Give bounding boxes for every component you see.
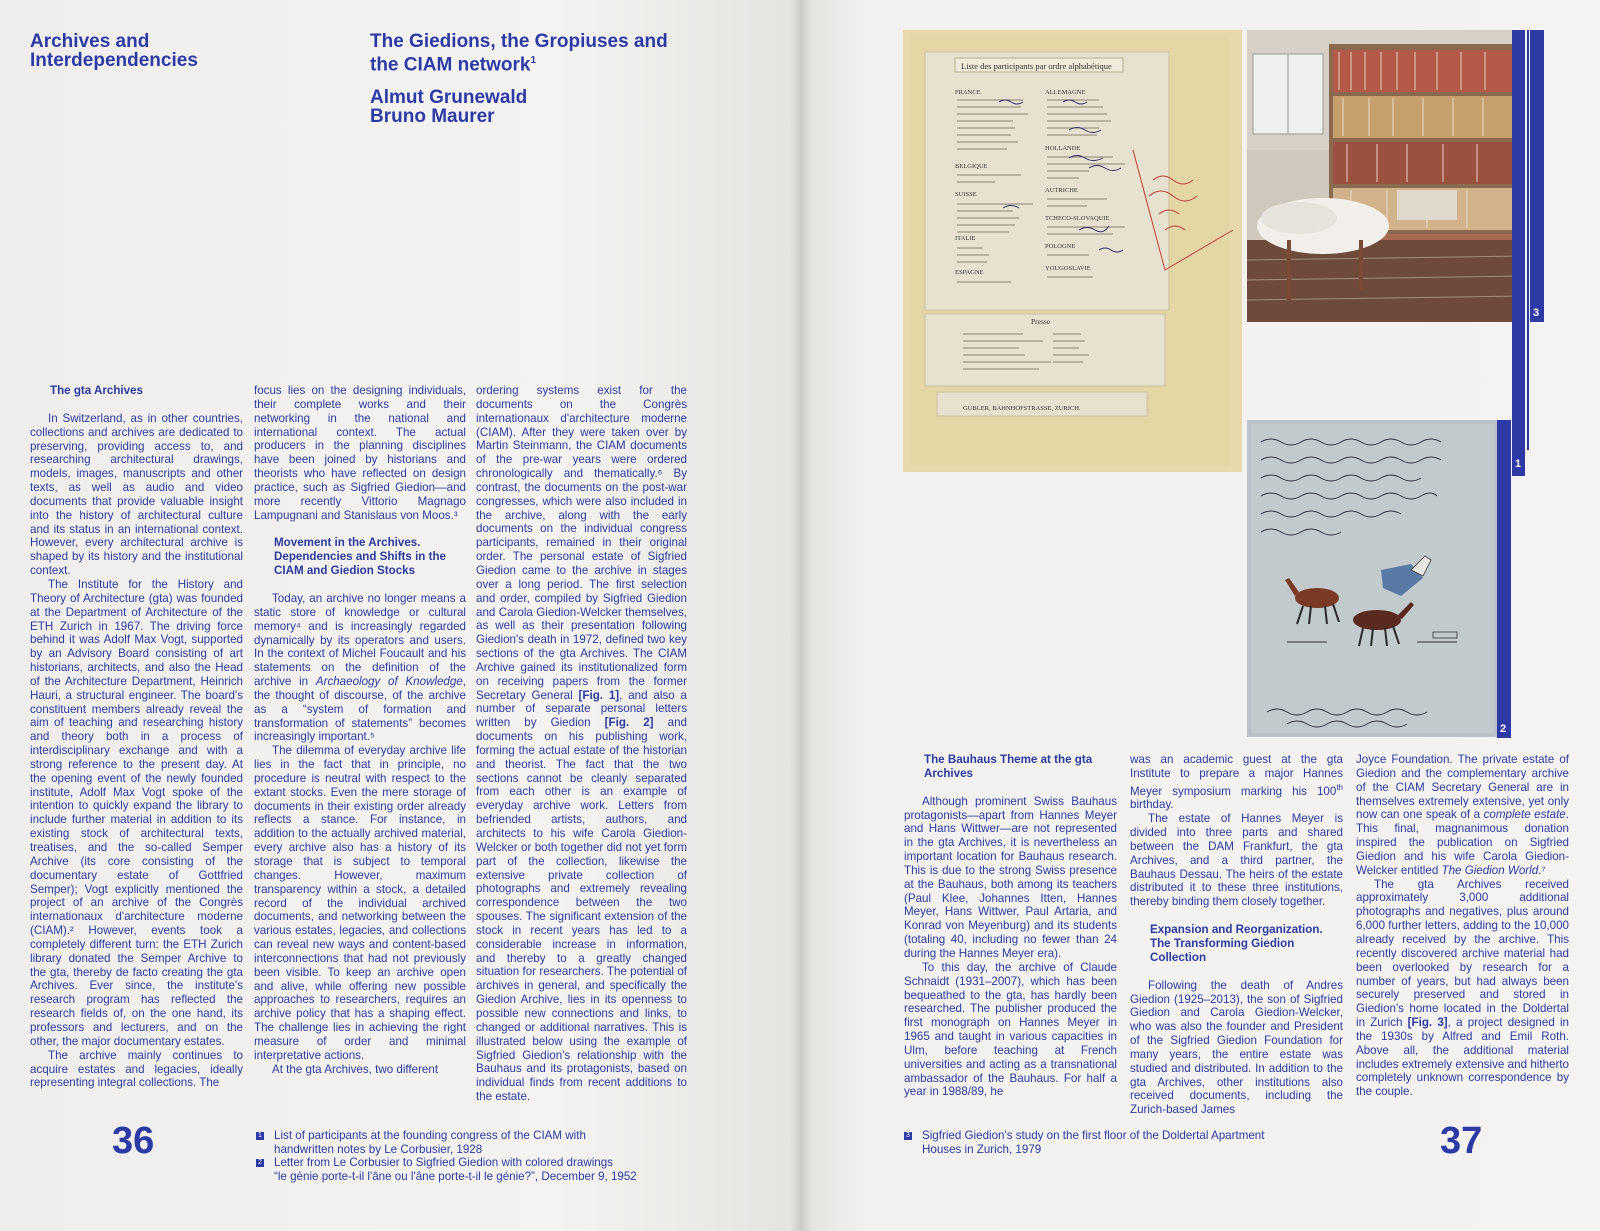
letter-drawing-image bbox=[1247, 420, 1498, 737]
svg-text:TCHECO-SLOVAQUIE: TCHECO-SLOVAQUIE bbox=[1045, 215, 1110, 222]
section-title: Archives and Interdependencies bbox=[30, 31, 198, 71]
figure-bar-2 bbox=[1497, 420, 1511, 738]
figure-label-3: 3 bbox=[1533, 307, 1540, 319]
svg-text:GUBLER, BAHNHOFSTRASSE, ZURICH: GUBLER, BAHNHOFSTRASSE, ZURICH. bbox=[963, 405, 1081, 412]
figure-label-1: 1 bbox=[1515, 458, 1522, 470]
paragraph: Although prominent Swiss Bauhaus protagonists—apart from Hannes Meyer and Hans Wittwer—are not represented in the gta Archives, it is nevertheless an important location for Bauhaus research. This is due to the strong Swiss presence at the Bauhaus, both among its teachers (Paul Klee, Johannes Itten, Hannes Meyer, Hans Wittwer, Paul Artaria, and Konrad von Meyenburg) and its students (totaling 40, including no fewer than 24 during the Hannes Meyer era). bbox=[904, 794, 1117, 960]
figure-3-study-photo bbox=[1247, 30, 1524, 322]
authors: Almut Grunewald Bruno Maurer bbox=[370, 87, 528, 127]
paragraph: To this day, the archive of Claude Schnaidt (1931–2007), which has been bequeathed to the gta, has hardly been researched. The publisher produced the first monograph on Hannes Meyer in 1965 and taught in various capacities in Ulm, before teaching at French universities and acting as a transnational ambassador of the Bauhaus. For half a year in 1988/89, he bbox=[904, 960, 1117, 1099]
paragraph: At the gta Archives, two different bbox=[272, 1062, 439, 1076]
paragraph: The dilemma of everyday archive life lies in the fact that in principle, no procedure is neutral with respect to the extant stocks. Even the mere storage of documents in their existing order already reflects a stance. For instance, in addition to the actually archived material, every archive also has a history of its storage that is subject to temporal changes. However, maximum transparency within a stock, a detailed record of the individual archived documents, and networking between the various estates, legacies, and collections can reveal new ways and content-based interconnections that had not previously been visible. To keep an archive open and alive, while offering new possible approaches to researchers, requires an archive policy that has a shaping effect. The challenge lies in achieving the right measure of order and minimal interpretative actions. bbox=[254, 744, 466, 1062]
paragraph: The gta Archives received approximately 3,000 additional photographs and negatives, plus around 6,000 further letters, adding to the 10,000 already received by the archive. This recently discovered archive material had been overlooked by research for a number of years, but had always been securely preserved and stored in Giedion's home located in the Doldertal in Zurich [Fig. 3], a project designed in the 1930s by Alfred and Emil Roth. Above all, the additional material includes extremely extensive and hitherto completely unknown correspondence by the couple. bbox=[1356, 877, 1570, 1099]
figure-label-2: 2 bbox=[1500, 723, 1507, 735]
right-page bbox=[800, 0, 1600, 1231]
left-column-2 bbox=[254, 384, 466, 1077]
caption-fig-2: 2 Letter from Le Corbusier to Sigfried Giedion with colored drawings “le génie porte-t-il l'âne ou l'âne porte-t-il le génie?”, December 9, 1952 bbox=[256, 1156, 726, 1183]
book-gutter bbox=[790, 0, 812, 1231]
heading-gta-archives: The gta Archives bbox=[50, 384, 143, 397]
figure-bar-3 bbox=[1530, 30, 1544, 322]
right-column-2 bbox=[1130, 753, 1343, 1117]
paragraph: In Switzerland, as in other countries, collections and archives are dedicated to preserving, providing access to, and researching architectural drawings, models, images, manuscripts and other texts, as well as audio and video documents that provide valuable insight into the history of architectural culture and its status in an international context. However, every architectural archive is shaped by its history and the institutional context. bbox=[30, 411, 243, 578]
paragraph: The Institute for the History and Theory of Architecture (gta) was founded at the Department of Architecture of the ETH Zurich in 1967. The driving force behind it was Adolf Max Vogt, supported by an Advisory Board consisting of art historians, architects, and also the Head of the Architecture Department, Heinrich Hauri, a structural engineer. The board's constituent members already reveal the aim of teaching and researching history and theory both in a process of interdisciplinary exchange and with a strong reference to the present day. At the opening event of the newly founded institute, Adolf Max Vogt spoke of the intention to quickly expand the library to include further material in addition to its existing stock of architectural texts, treatises, and the so-called Semper Archive (its core consisting of the documentary estate of Gottfried Semper); Vogt explicitly mentioned the project of an archive of the Congrès internationaux d'architecture moderne (CIAM).² However, events took a completely different turn: the ETH Zurich library donated the Semper Archive to the gta, thereby de facto creating the gta Archives. Ever since, the institute's research program has reflected the research fields of, on the one hand, its professors and lecturers, and on the other, the major documentary estates. bbox=[30, 577, 243, 1048]
captions-right bbox=[904, 1129, 1344, 1156]
figure-2-letter-drawing bbox=[1247, 420, 1498, 737]
svg-text:Liste des participants par ord: Liste des participants par ordre alphabétique bbox=[961, 61, 1112, 71]
right-column-3 bbox=[1356, 753, 1569, 1099]
paragraph: Following the death of Andres Giedion (1925–2013), the son of Sigfried Giedion and Carola Giedion-Welcker, who was also the founder and President of the Sigfried Giedion Foundation for many years, the entire estate was studied and distributed. In addition to the gta Archives, other institutions also received documents, including the Zurich-based James bbox=[1130, 978, 1343, 1117]
paragraph: was an academic guest at the gta Institute to prepare a major Hannes Meyer symposium marking his 100th birthday. bbox=[1130, 753, 1343, 812]
heading-movement-in-archives: Movement in the Archives. Dependencies and Shifts in the CIAM and Giedion Stocks bbox=[274, 536, 447, 578]
figure-1-participant-list bbox=[903, 30, 1242, 472]
left-column-3 bbox=[476, 384, 687, 1104]
svg-text:YOUGOSLAVIE: YOUGOSLAVIE bbox=[1045, 265, 1091, 272]
left-column-1 bbox=[30, 384, 243, 1090]
paragraph: The archive mainly continues to acquire estates and legacies, ideally representing integral collections. The bbox=[30, 1048, 243, 1090]
svg-text:AUTRICHE: AUTRICHE bbox=[1045, 187, 1078, 194]
caption-fig-1: 1 List of participants at the founding congress of the CIAM with handwritten notes by Le Corbusier, 1928 bbox=[256, 1129, 726, 1156]
page-number-right: 37 bbox=[1440, 1120, 1483, 1162]
svg-text:SUISSE: SUISSE bbox=[955, 191, 977, 198]
svg-text:BELGIQUE: BELGIQUE bbox=[955, 163, 988, 170]
page-number-left: 36 bbox=[112, 1120, 155, 1162]
heading-bauhaus-theme: The Bauhaus Theme at the gta Archives bbox=[924, 753, 1093, 780]
participant-list-image bbox=[903, 30, 1242, 472]
svg-text:FRANCE: FRANCE bbox=[955, 89, 981, 96]
svg-text:Presse: Presse bbox=[1031, 317, 1051, 326]
heading-expansion-reorganization: Expansion and Reorganization. The Transforming Giedion Collection bbox=[1150, 923, 1323, 964]
right-column-1 bbox=[904, 753, 1117, 1099]
figure-bar-1-line bbox=[1527, 30, 1529, 450]
paragraph: Today, an archive no longer means a static store of knowledge or cultural memory⁴ and is increasingly regarded dynamically by its operators and users. In the context of Michel Foucault and his statements on the definition of the archive in Archaeology of Knowledge, the thought of discourse, of the archive as a “system of formation and transformation of statements” becomes increasingly important.⁵ bbox=[254, 591, 467, 744]
article-title: The Giedions, the Gropiuses and the CIAM network$^1$ bbox=[370, 31, 668, 76]
study-photo-image bbox=[1247, 30, 1524, 322]
paragraph: Joyce Foundation. The private estate of Giedion and the complementary archive of the CIAM Secretary General are in themselves extremely extensive, yet only now can one speak of a complete estate. This final, magnanimous donation inspired the publication on Sigfried Giedion and his wife Carola Giedion-Welcker entitled The Giedion World.⁷ bbox=[1356, 753, 1569, 877]
svg-text:POLOGNE: POLOGNE bbox=[1045, 243, 1076, 250]
paragraph: ordering systems exist for the documents on the Congrès internationaux d'architecture moderne (CIAM). After they were taken over by Martin Steinmann, the CIAM documents of the pre-war years were ordered chronologically and thematically.⁶ By contrast, the documents on the post-war congresses, which were also included in the archive, along with the early documents on the individual congress participants, remained in their original order. The personal estate of Sigfried Giedion came to the archive in stages over a long period. The first selection and order, compiled by Sigfried Giedion and Carola Giedion-Welcker themselves, as well as their presentation following Giedion's death in 1972, defined two key sections of the gta Archives. The CIAM Archive gained its institutionalized form on receiving papers from the former Secretary General [Fig. 1], and also a number of separate personal letters written by Giedion [Fig. 2] and documents on his publishing work, forming the actual estate of the historian and theorist. The fact that the two sections cannot be cleanly separated from each other is an example of everyday archive work. Letters from befriended artists, authors, and architects to his wife Carola Giedion-Welcker or both together did not yet form part of the collection, likewise the extensive private collection of photographs and extremely revealing correspondence between the two spouses. The significant extension of the stock in recent years has led to a considerable increase in information, and thereby to a greatly changed situation for researchers. The potential of archives in general, and specifically the Giedion Archive, lies in its openness to possible new connections and links, to changed or additional narratives. This is illustrated below using the example of Sigfried Giedion's relationship with the Bauhaus and its protagonists, based on individual finds from recent additions to the estate. bbox=[476, 384, 687, 1104]
svg-text:ESPAGNE: ESPAGNE bbox=[955, 269, 984, 276]
svg-text:ALLEMAGNE: ALLEMAGNE bbox=[1045, 89, 1086, 96]
captions-left bbox=[256, 1129, 726, 1183]
paragraph: focus lies on the designing individuals, their complete works and their networking in the national and international context. The actual producers in the planning disciplines have been joined by historians and theorists who have reflected on design practice, such as Sigfried Giedion—and more recently Vittorio Magnago Lampugnani and Stanislaus von Moos.³ bbox=[254, 384, 466, 522]
caption-fig-3: 3 Sigfried Giedion's study on the first floor of the Doldertal Apartment Houses in Zurich, 1979 bbox=[904, 1129, 1344, 1156]
paragraph: The estate of Hannes Meyer is divided into three parts and shared between the DAM Frankfurt, the gta Archives, and a third partner, the Bauhaus Dessau. The heirs of the estate distributed it to these three institutions, thereby binding them closely together. bbox=[1130, 812, 1343, 909]
svg-text:ITALIE: ITALIE bbox=[955, 235, 976, 242]
svg-text:HOLLANDE: HOLLANDE bbox=[1045, 145, 1081, 152]
figure-bar-1 bbox=[1512, 30, 1525, 476]
